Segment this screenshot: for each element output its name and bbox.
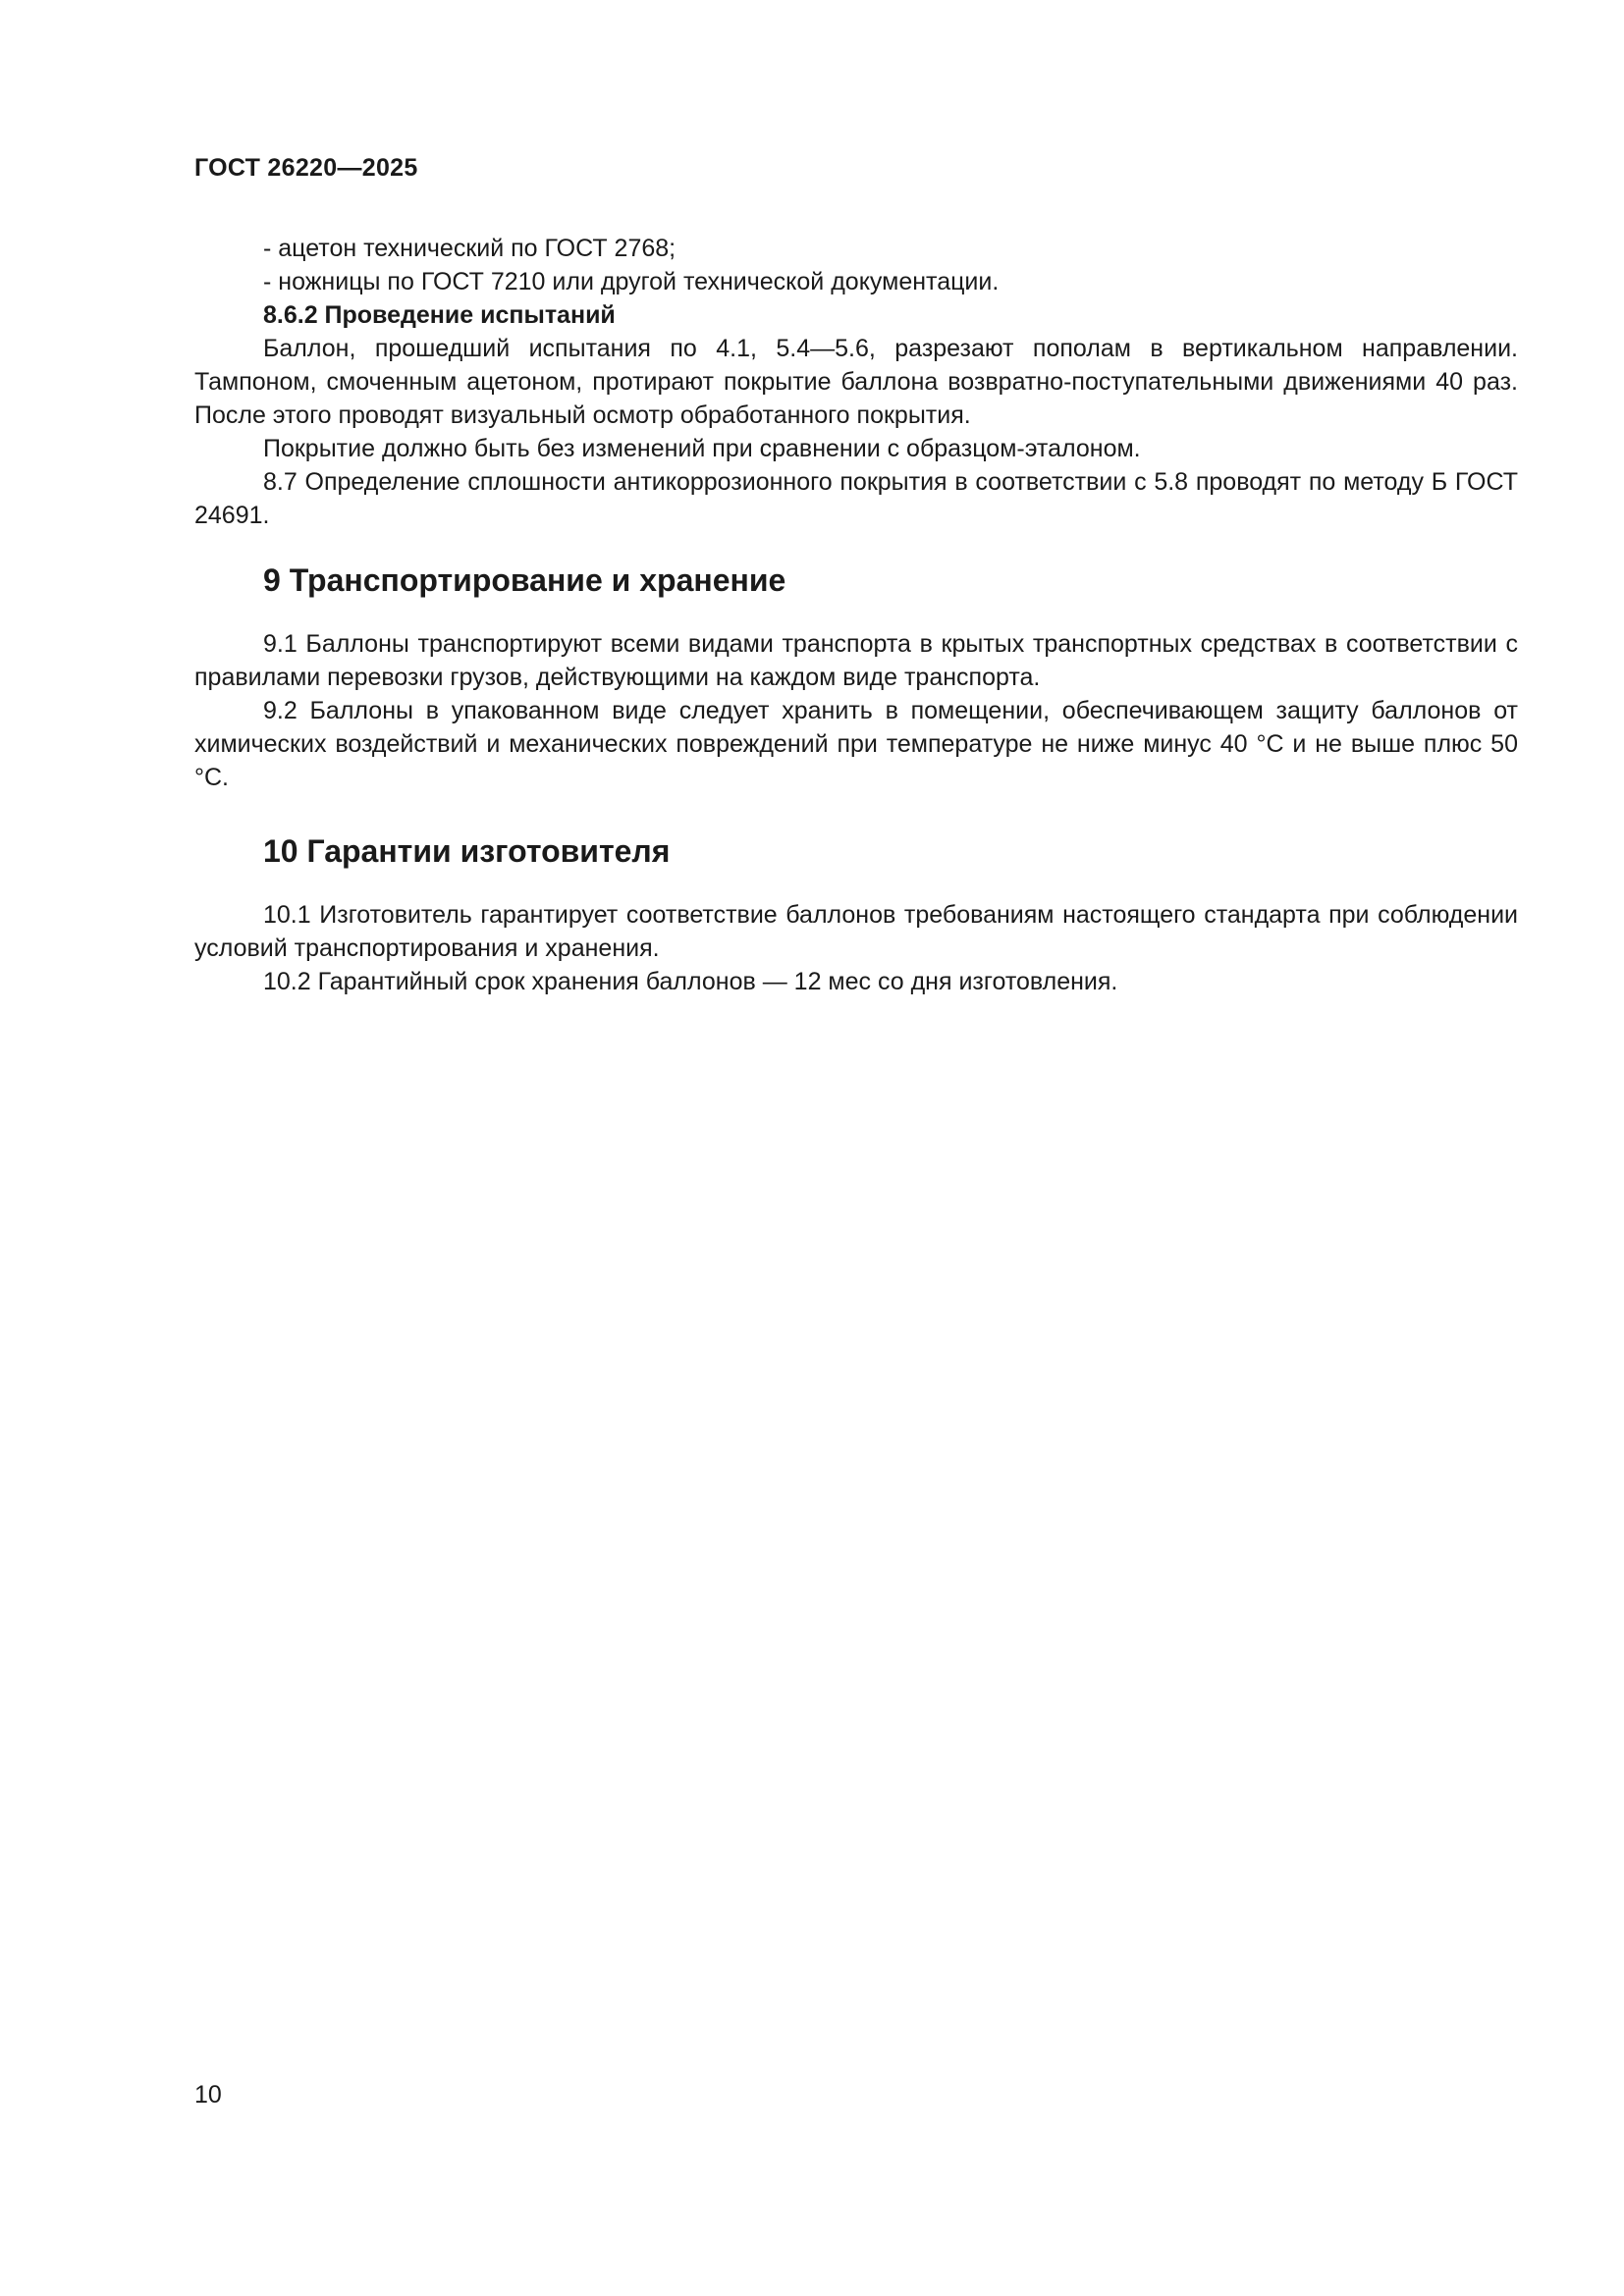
list-item: - ножницы по ГОСТ 7210 или другой технической документации. [263, 268, 1000, 295]
subsection-heading: 8.6.2 Проведение испытаний [263, 301, 616, 329]
paragraph: 9.2 Баллоны в упакованном виде следует хранить в помещении, обеспечивающем защиту баллонов от химических воздействий и механических повреждений при температуре не ниже минус 40 °С и не выше плюс 50 °С. [194, 697, 1518, 791]
section-8-continuation [194, 232, 1518, 532]
paragraph: 9.1 Баллоны транспортируют всеми видами транспорта в крытых транспортных средствах в соответствии с правилами перевозки грузов, действующими на каждом виде транспорта. [194, 630, 1518, 691]
section-title: 9 Транспортирование и хранение [263, 562, 786, 598]
paragraph: Баллон, прошедший испытания по 4.1, 5.4—5.6, разрезают пополам в вертикальном направлении. Тампоном, смоченным ацетоном, протирают покрытие баллона возвратно-поступательными движениями 40 раз. После этого проводят визуальный осмотр обработанного покрытия. [194, 335, 1518, 429]
page-number: 10 [194, 2081, 222, 2109]
document-code: ГОСТ 26220—2025 [194, 154, 418, 182]
list-item: - ацетон технический по ГОСТ 2768; [263, 235, 677, 262]
paragraph: 10.1 Изготовитель гарантирует соответствие баллонов требованиям настоящего стандарта при соблюдении условий транспортирования и хранения. [194, 901, 1518, 962]
paragraph: 10.2 Гарантийный срок хранения баллонов — 12 мес со дня изготовления. [263, 968, 1118, 995]
section-9 [194, 561, 1518, 794]
paragraph: 8.7 Определение сплошности антикоррозионного покрытия в соответствии с 5.8 проводят по методу Б ГОСТ 24691. [194, 468, 1518, 529]
section-title: 10 Гарантии изготовителя [263, 833, 671, 869]
paragraph: Покрытие должно быть без изменений при сравнении с образцом-эталоном. [263, 435, 1141, 462]
section-10 [194, 831, 1518, 998]
